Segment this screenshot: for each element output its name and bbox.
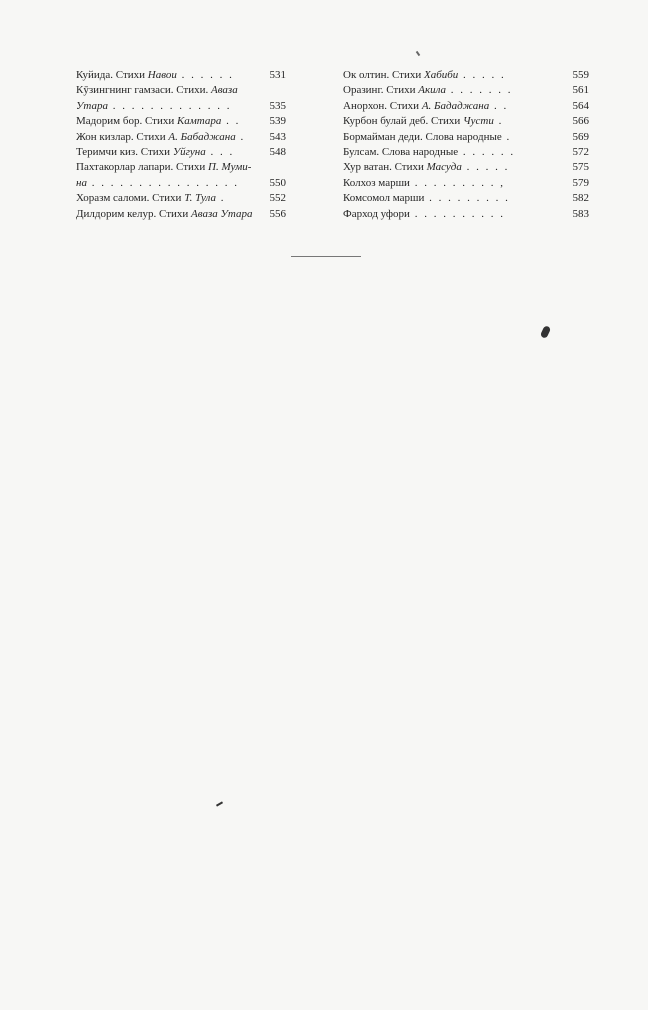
toc-page-number: 583 xyxy=(570,207,590,222)
toc-entry xyxy=(343,176,589,191)
toc-entry-line xyxy=(76,160,286,175)
toc-entry-author: П. Муми- xyxy=(208,161,252,174)
toc-entry xyxy=(343,68,589,83)
toc-leader-dots: . . . . . xyxy=(461,161,510,174)
toc-entry xyxy=(343,160,589,175)
toc-entry-title: Бормайман деди. Слова народные xyxy=(343,130,502,143)
toc-entry-author: Чусти xyxy=(463,115,494,128)
toc-page-number: 575 xyxy=(570,160,590,175)
toc-entry-title: Хур ватан. Стихи xyxy=(343,161,427,174)
toc-entry-line xyxy=(76,207,286,222)
toc-entry-line xyxy=(343,130,589,145)
toc-leader-dots: . . . . . . xyxy=(458,145,516,158)
toc-page-number: 564 xyxy=(570,99,590,114)
toc-entry-title: Колхоз марши xyxy=(343,176,410,189)
toc-entry-line xyxy=(343,114,589,129)
toc-entry-author: А. Бададжана xyxy=(421,99,490,112)
toc-page-number: 539 xyxy=(267,114,287,129)
toc-entry-author: Аваза xyxy=(211,84,238,97)
toc-entry xyxy=(343,145,589,160)
toc-entry-line xyxy=(343,68,589,83)
toc-entry-title: Ок олтин. Стихи xyxy=(343,69,424,81)
toc-leader-dots: . . . . . . . xyxy=(446,84,513,97)
toc-leader-dots: . . . . . . . . . . xyxy=(409,207,505,220)
ink-speck xyxy=(216,801,223,806)
toc-entry-author: Утара xyxy=(76,99,108,112)
toc-entry-line xyxy=(343,83,589,98)
toc-entry xyxy=(76,83,286,114)
toc-page-number: 535 xyxy=(267,99,287,114)
toc-leader-dots: . . . . . . . . . . . . . xyxy=(107,99,232,112)
toc-entry-title: Теримчи киз. Стихи xyxy=(76,145,173,158)
toc-page-number: 561 xyxy=(570,83,590,98)
toc-entry-title: Пахтакорлар лапари. Стихи xyxy=(76,161,209,174)
toc-page-number: 543 xyxy=(267,130,287,145)
toc-entry xyxy=(76,160,286,191)
toc-page-number: 550 xyxy=(267,176,287,191)
toc-entry-line xyxy=(76,145,286,160)
toc-entry-author: Акила xyxy=(418,84,447,97)
toc-leader-dots: . . . xyxy=(205,145,235,158)
toc-column-left xyxy=(76,68,286,222)
toc-leader-dots: . . xyxy=(489,99,509,112)
toc-page-number: 556 xyxy=(267,207,287,222)
toc-entry-line xyxy=(343,160,589,175)
toc-entry-title: Оразинг. Стихи xyxy=(343,84,419,97)
toc-entry xyxy=(76,191,286,206)
toc-page-number: 531 xyxy=(267,68,287,83)
toc-column-right xyxy=(343,68,589,222)
toc-entry-line xyxy=(343,176,589,191)
toc-entry-line xyxy=(76,130,286,145)
toc-entry xyxy=(343,130,589,145)
toc-entry xyxy=(343,99,589,114)
toc-entry xyxy=(76,207,286,222)
toc-page-number: 552 xyxy=(267,191,287,206)
toc-entry-line xyxy=(76,68,286,83)
toc-entry xyxy=(343,83,589,98)
toc-leader-dots: . . . . . . xyxy=(176,69,234,81)
toc-leader-dots: . . . . . . . . . xyxy=(424,192,510,205)
toc-leader-dots: . xyxy=(215,192,226,205)
toc-entry xyxy=(76,114,286,129)
toc-entry-author: Т. Тула xyxy=(184,192,216,205)
toc-entry-title: Дилдорим келур. Стихи xyxy=(76,207,192,220)
toc-leader-dots: . xyxy=(501,130,512,143)
toc-leader-dots: . xyxy=(235,130,246,143)
toc-entry xyxy=(343,207,589,222)
toc-page-number: 572 xyxy=(570,145,590,160)
toc-entry-title: Кӯзингнинг гамзаси. Стихи. xyxy=(76,84,212,97)
toc-entry-title: Анорхон. Стихи xyxy=(343,99,422,112)
section-divider xyxy=(291,256,361,257)
toc-entry xyxy=(76,130,286,145)
ink-speck xyxy=(540,325,551,339)
toc-entry-title: Мадорим бор. Стихи xyxy=(76,115,177,128)
toc-leader-dots: . . xyxy=(221,115,241,128)
toc-entry-title: Куйида. Стихи xyxy=(76,69,148,81)
toc-entry xyxy=(343,114,589,129)
toc-leader-dots: . . . . . . . . . , xyxy=(409,176,505,189)
toc-entry-line xyxy=(343,145,589,160)
toc-entry-line xyxy=(343,207,589,222)
toc-entry-author: Хабиби xyxy=(424,69,459,81)
toc-page-number: 569 xyxy=(570,130,590,145)
toc-entry-line xyxy=(76,83,286,98)
toc-entry-author: Навои xyxy=(147,69,177,81)
toc-leader-dots: . . . . . . . . . . . . . . . . xyxy=(86,176,239,189)
toc-entry-author: Масуда xyxy=(426,161,462,174)
toc-page-number: 548 xyxy=(267,145,287,160)
toc-entry-author: Аваза Утара xyxy=(191,207,253,220)
toc-entry-title: Фарход уфори xyxy=(343,207,410,220)
toc-entry-title: Жон кизлар. Стихи xyxy=(76,130,169,143)
toc-page-number: 566 xyxy=(570,114,590,129)
toc-entry-line xyxy=(76,191,286,206)
toc-entry xyxy=(76,68,286,83)
toc-entry-title: Булсам. Слова народные xyxy=(343,145,459,158)
toc-leader-dots: . . . . . xyxy=(458,69,506,81)
toc-entry-author: А. Бабаджана xyxy=(168,130,236,143)
toc-leader-dots: . xyxy=(493,115,504,128)
toc-entry-author: Уйгуна xyxy=(172,145,206,158)
toc-entry-author: Камтара xyxy=(176,115,222,128)
toc-entry-line xyxy=(76,176,286,191)
toc-entry-line xyxy=(343,191,589,206)
toc-entry xyxy=(76,145,286,160)
toc-entry-title: Комсомол марши xyxy=(343,192,425,205)
toc-entry-title: Хоразм саломи. Стихи xyxy=(76,192,185,205)
toc-entry-author: на xyxy=(76,176,87,189)
ink-speck xyxy=(416,51,421,56)
toc-page-number: 582 xyxy=(570,191,590,206)
toc-entry-line xyxy=(76,99,286,114)
toc-entry xyxy=(343,191,589,206)
toc-page-number: 559 xyxy=(570,68,590,83)
toc-entry-title: Курбон булай деб. Стихи xyxy=(343,115,464,128)
toc-page-number: 579 xyxy=(570,176,590,191)
toc-entry-line xyxy=(343,99,589,114)
toc-entry-line xyxy=(76,114,286,129)
